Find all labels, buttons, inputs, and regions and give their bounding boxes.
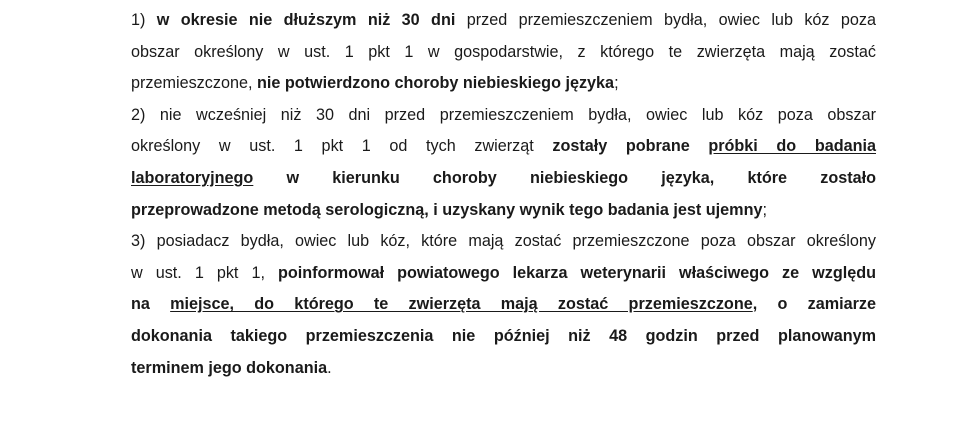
text-line: [131, 289, 876, 321]
bold-text: [131, 169, 253, 187]
underlined-bold-text: próbki do badania: [708, 137, 876, 156]
text-line: [131, 131, 876, 163]
text-line: [131, 321, 876, 353]
underlined-bold-text: laboratoryjnego: [131, 168, 254, 187]
bold-text: , o zamiarze: [752, 295, 876, 314]
bold-text: [708, 137, 876, 155]
text-line: [131, 226, 876, 258]
text-line: [131, 37, 876, 69]
bold-text: nie potwierdzono choroby niebieskiego języka: [256, 74, 615, 93]
bold-text: zostały pobrane: [552, 137, 709, 156]
document-body: [131, 5, 876, 384]
bold-text: poinformował powiatowego lekarza weterynarii właściwego ze względu: [277, 263, 876, 282]
plain-text: określony w ust. 1 pkt 1 od tych zwierząt: [131, 137, 553, 156]
plain-text: przemieszczone,: [131, 74, 257, 93]
bold-text: przeprowadzone metodą serologiczną, i uzyskany wynik tego badania jest ujemny: [131, 200, 763, 219]
plain-text: obszar określony w ust. 1 pkt 1 w gospodarstwie, z którego te zwierzęta mają zostać: [131, 42, 876, 61]
bold-text: [170, 295, 753, 313]
plain-text: 1): [131, 11, 157, 29]
text-line: [131, 100, 876, 132]
plain-text: 2) nie wcześniej niż 30 dni przed przemieszczeniem bydła, owiec lub kóz poza obszar: [131, 105, 876, 124]
plain-text: .: [327, 358, 332, 377]
text-line: [131, 258, 876, 290]
plain-text: ;: [762, 200, 767, 219]
text-line: [131, 195, 876, 227]
list-item-1: [131, 5, 876, 100]
text-line: [131, 163, 876, 195]
bold-text: dokonania takiego przemieszczenia nie później niż 48 godzin przed planowanym: [131, 326, 876, 345]
bold-text: w okresie nie dłuższym niż 30 dni: [156, 11, 456, 29]
underlined-bold-text: miejsce, do którego te zwierzęta mają zostać przemieszczone: [170, 295, 753, 314]
plain-text: 3) posiadacz bydła, owiec lub kóz, które mają zostać przemieszczone poza obszar określony: [131, 232, 876, 251]
document-page: [131, 5, 876, 384]
bold-text: na: [131, 295, 171, 314]
list-item-3: [131, 226, 876, 384]
bold-text: w kierunku choroby niebieskiego języka, które zostało: [253, 168, 876, 187]
list-item-2: [131, 100, 876, 226]
text-line: [131, 353, 876, 385]
plain-text: przed przemieszczeniem bydła, owiec lub kóz poza: [455, 11, 876, 29]
bold-text: terminem jego dokonania: [131, 358, 328, 377]
plain-text: ;: [614, 74, 619, 93]
plain-text: w ust. 1 pkt 1,: [131, 263, 278, 282]
text-line: [131, 68, 876, 100]
text-line: [131, 5, 876, 37]
